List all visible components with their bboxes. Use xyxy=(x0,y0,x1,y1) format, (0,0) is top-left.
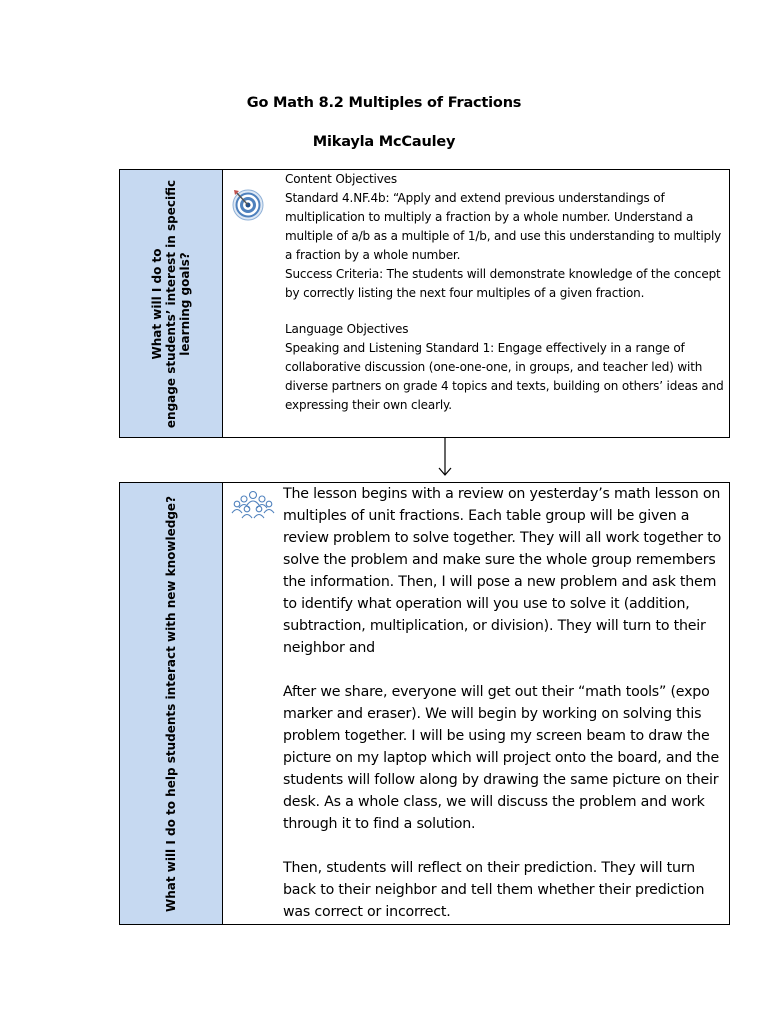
interaction-content xyxy=(283,483,729,923)
content-standard-text: Standard 4.NF.4b: “Apply and extend previous understandings of multiplication to multiply a fraction by a whole number. Understand a multiple of a/b as a multiple of 1/b, and use this understanding to multiply a fraction by a whole number. xyxy=(285,191,722,262)
interaction-sidebar xyxy=(120,483,223,924)
document-author: Mikayla McCauley xyxy=(312,134,456,150)
lesson-paragraph-2: After we share, everyone will get out their “math tools” (expo marker and eraser). We will begin by working on solving this problem together. I will be using my screen beam to draw the picture on my laptop which will project onto the board, and the students will follow along by drawing the same picture on their desk. As a whole class, we will discuss the problem and work through it to find a solution. xyxy=(283,684,719,832)
content-objectives-heading: Content Objectives xyxy=(285,172,397,186)
objectives-content xyxy=(285,170,725,415)
down-arrow-icon xyxy=(437,438,453,482)
language-objectives-heading: Language Objectives xyxy=(285,322,409,336)
document-title: Go Math 8.2 Multiples of Fractions xyxy=(246,95,522,111)
success-criteria-text: Success Criteria: The students will demonstrate knowledge of the concept by correctly listing the next four multiples of a given fraction. xyxy=(285,267,721,300)
language-standard-text: Speaking and Listening Standard 1: Engage effectively in a range of collaborative discussion (one-one-one, in groups, and teacher led) with diverse partners on grade 4 topics and texts, building on others’ ideas and expressing their own clearly. xyxy=(285,341,724,412)
interaction-side-label: What will I do to help students interact with new knowledge? xyxy=(164,495,178,912)
objectives-sidebar xyxy=(120,170,223,437)
group-of-people-icon xyxy=(230,489,276,527)
interaction-section xyxy=(119,482,730,925)
objectives-side-label: What will I do to engage students’ interest in specific learning goals? xyxy=(150,179,192,428)
lesson-paragraph-3: Then, students will reflect on their prediction. They will turn back to their neighbor and tell them whether their prediction was correct or incorrect. xyxy=(283,860,705,920)
target-icon xyxy=(231,187,265,225)
lesson-paragraph-1: The lesson begins with a review on yesterday’s math lesson on multiples of unit fractions. Each table group will be given a review problem to solve together. They will all work together to solve the problem and make sure the whole group remembers the information. Then, I will pose a new problem and ask them to identify what operation will you use to solve it (addition, subtraction, multiplication, or division). They will turn to their neighbor and xyxy=(283,486,722,656)
objectives-section xyxy=(119,169,730,438)
